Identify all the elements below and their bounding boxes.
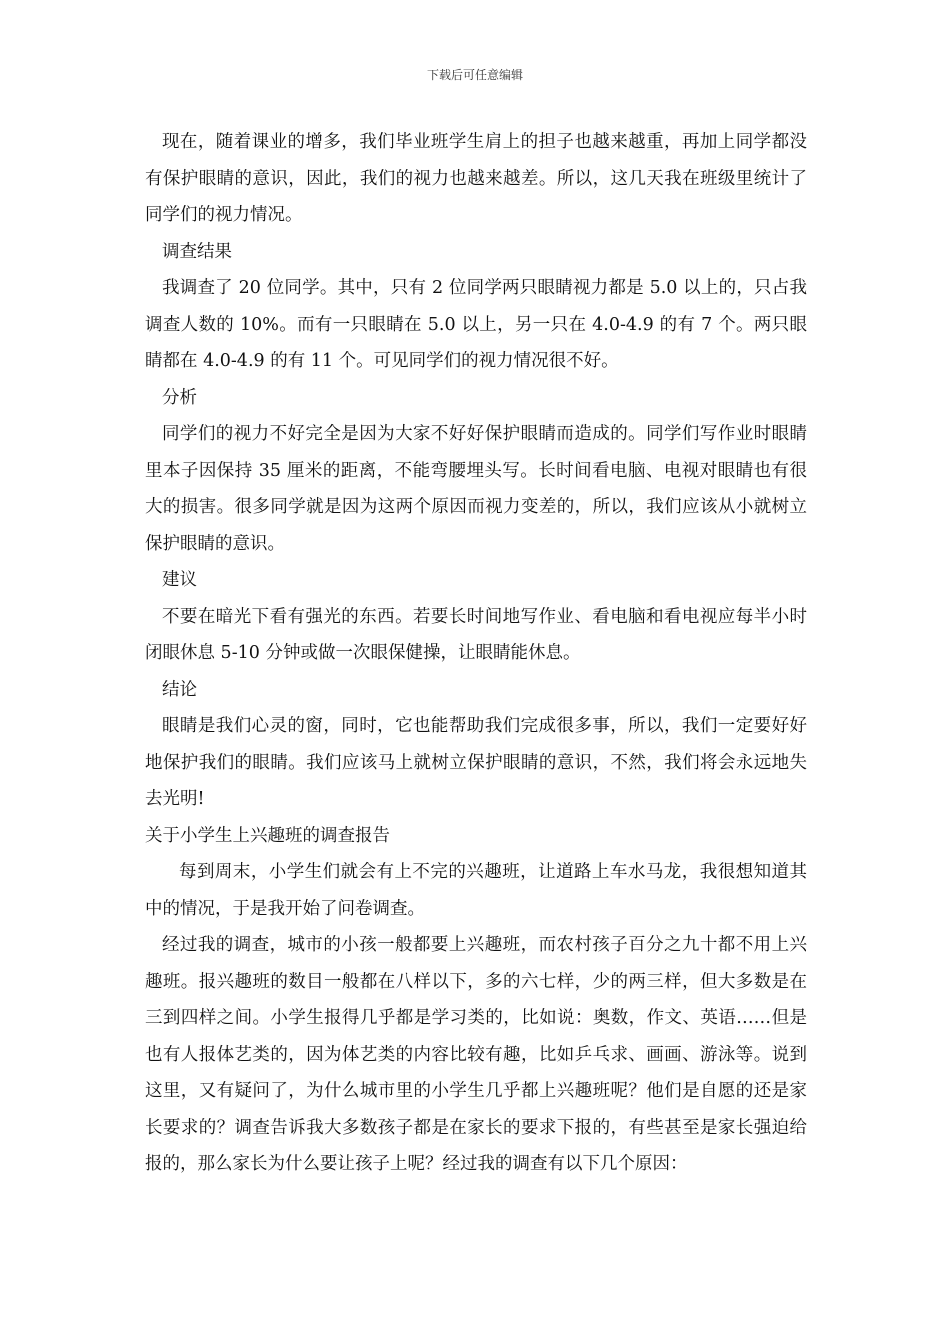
conclusion-paragraph: 眼睛是我们心灵的窗，同时，它也能帮助我们完成很多事，所以，我们一定要好好地保护我们的眼睛。我们应该马上就树立保护眼睛的意识，不然，我们将会永远地失去光明! [145,716,807,809]
analysis-paragraph: 同学们的视力不好完全是因为大家不好好保护眼睛而造成的。同学们写作业时眼睛里本子因保持 35 厘米的距离，不能弯腰埋头写。长时间看电脑、电视对眼睛也有很大的损害。很多同学就是因为这两个原因而视力变差的，所以，我们应该从小就树立保护眼睛的意识。 [145,424,807,554]
report-intro-paragraph: 每到周末，小学生们就会有上不完的兴趣班，让道路上车水马龙，我很想知道其中的情况，于是我开始了问卷调查。 [145,862,807,919]
section-heading-results: 调查结果 [162,241,232,262]
section-heading-suggestion: 建议 [162,570,197,590]
section-heading-analysis: 分析 [162,387,197,408]
results-paragraph: 我调查了 20 位同学。其中，只有 2 位同学两只眼睛视力都是 5.0 以上的，只占我调查人数的 10%。而有一只眼睛在 5.0 以上，另一只在 4.0-4.9 的有 7 个。两只眼睛都在 4.0-4.9 的有 11 个。可见同学们的视力情况很不好。 [145,278,807,371]
document-body [145,124,807,1183]
report-body-paragraph: 经过我的调查，城市的小孩一般都要上兴趣班，而农村孩子百分之九十都不用上兴趣班。报兴趣班的数目一般都在八样以下，多的六七样，少的两三样，但大多数是在三到四样之间。小学生报得几乎都是学习类的，比如说：奥数，作文、英语……但是也有人报体艺类的，因为体艺类的内容比较有趣，比如乒乓求、画画、游泳等。说到这里，又有疑问了，为什么城市里的小学生几乎都上兴趣班呢？他们是自愿的还是家长要求的？调查告诉我大多数孩子都是在家长的要求下报的，有些甚至是家长强迫给报的，那么家长为什么要让孩子上呢？经过我的调查有以下几个原因： [145,935,807,1174]
suggestion-paragraph: 不要在暗光下看有强光的东西。若要长时间地写作业、看电脑和看电视应每半小时闭眼休息 5-10 分钟或做一次眼保健操，让眼睛能休息。 [145,606,807,663]
intro-paragraph: 现在，随着课业的增多，我们毕业班学生肩上的担子也越来越重，再加上同学都没有保护眼睛的意识，因此，我们的视力也越来越差。所以，这几天我在班级里统计了同学们的视力情况。 [145,132,807,225]
report-title: 关于小学生上兴趣班的调查报告 [145,825,390,846]
page-header: 下载后可任意编辑 [426,68,523,82]
section-heading-conclusion: 结论 [162,679,197,700]
